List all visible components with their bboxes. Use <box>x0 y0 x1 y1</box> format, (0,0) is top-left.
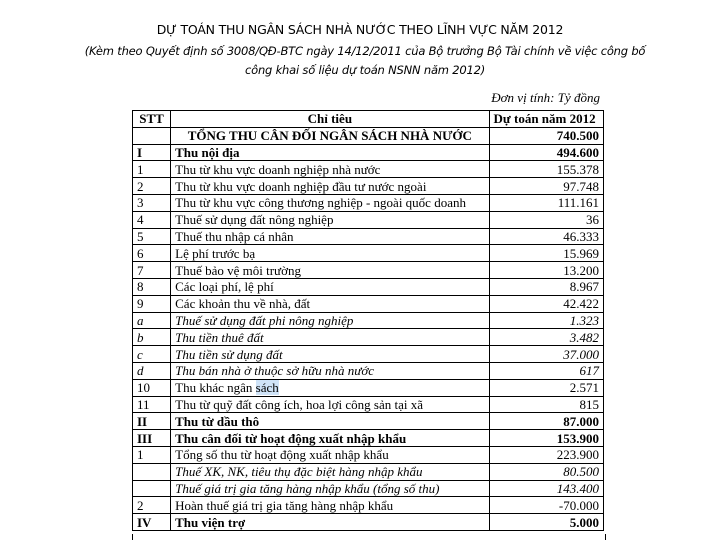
row-indicator: Thu khác ngân sách <box>171 379 489 396</box>
row-stt: 7 <box>133 262 171 279</box>
selected-text: sách <box>255 380 279 396</box>
table-row <box>133 463 604 480</box>
table-row <box>133 262 604 279</box>
row-indicator: Các khoản thu về nhà, đất <box>171 295 489 312</box>
table-cutoff-edge <box>132 534 606 540</box>
row-stt: a <box>133 312 171 329</box>
row-stt: 3 <box>133 194 171 211</box>
row-value: 46.333 <box>489 228 603 245</box>
subtitle-line-1: (Kèm theo Quyết định số 3008/QĐ-BTC ngày 14/12/2011 của Bộ trưởng Bộ Tài chính về việc công bố <box>84 44 646 58</box>
row-value: 815 <box>489 396 603 413</box>
table-row <box>133 430 604 447</box>
row-indicator: Thu viện trợ <box>171 514 489 531</box>
table-row <box>133 514 604 531</box>
row-value: 155.378 <box>489 161 603 178</box>
row-stt: I <box>133 144 171 161</box>
table-row <box>133 480 604 497</box>
unit-label: Đơn vị tính: Tỷ đồng <box>491 90 600 105</box>
row-stt: 8 <box>133 278 171 295</box>
row-stt: 9 <box>133 295 171 312</box>
row-value: 153.900 <box>489 430 603 447</box>
row-value: 37.000 <box>489 346 603 363</box>
row-indicator: Thu cân đối từ hoạt động xuất nhập khẩu <box>171 430 489 447</box>
table-row <box>133 497 604 514</box>
table-row <box>133 396 604 413</box>
header-stt: STT <box>133 111 171 128</box>
table-row <box>133 211 604 228</box>
row-stt: c <box>133 346 171 363</box>
row-indicator: Thu nội địa <box>171 144 489 161</box>
row-indicator: Hoàn thuế giá trị gia tăng hàng nhập khẩu <box>171 497 489 514</box>
row-value: 87.000 <box>489 413 603 430</box>
row-indicator: Các loại phí, lệ phí <box>171 278 489 295</box>
row-value: 42.422 <box>489 295 603 312</box>
row-value: 1.323 <box>489 312 603 329</box>
row-value: 36 <box>489 211 603 228</box>
row-indicator: Thu tiền thuê đất <box>171 329 489 346</box>
table-row <box>133 245 604 262</box>
row-indicator: Thuế bảo vệ môi trường <box>171 262 489 279</box>
table-row <box>133 346 604 363</box>
row-indicator: TỔNG THU CÂN ĐỐI NGÂN SÁCH NHÀ NƯỚC <box>171 127 489 144</box>
table-row <box>133 312 604 329</box>
row-value: 8.967 <box>489 278 603 295</box>
row-value: 13.200 <box>489 262 603 279</box>
row-indicator: Lệ phí trước bạ <box>171 245 489 262</box>
document-title: DỰ TOÁN THU NGÂN SÁCH NHÀ NƯỚC THEO LĨNH VỰC NĂM 2012 <box>156 22 564 37</box>
table-row <box>133 278 604 295</box>
row-value: 143.400 <box>489 480 603 497</box>
row-stt: 10 <box>133 379 171 396</box>
row-indicator: Thu từ dầu thô <box>171 413 489 430</box>
row-indicator: Thuế giá trị gia tăng hàng nhập khẩu (tổng số thu) <box>171 480 489 497</box>
row-stt: II <box>133 413 171 430</box>
table-row <box>133 329 604 346</box>
row-indicator: Thu từ khu vực doanh nghiệp đầu tư nước ngoài <box>171 178 489 195</box>
table-row <box>133 161 604 178</box>
row-indicator: Thu bán nhà ở thuộc sở hữu nhà nước <box>171 362 489 379</box>
row-indicator: Thu từ khu vực doanh nghiệp nhà nước <box>171 161 489 178</box>
table-row <box>133 194 604 211</box>
row-value: 15.969 <box>489 245 603 262</box>
row-stt: 2 <box>133 178 171 195</box>
row-stt: III <box>133 430 171 447</box>
row-stt: 6 <box>133 245 171 262</box>
row-indicator: Thu từ quỹ đất công ích, hoa lợi công sản tại xã <box>171 396 489 413</box>
row-value: 5.000 <box>489 514 603 531</box>
table-body <box>133 127 604 530</box>
header-indicator: Chỉ tiêu <box>171 111 489 128</box>
row-stt <box>133 463 171 480</box>
table-row <box>133 144 604 161</box>
table-row <box>133 379 604 396</box>
row-value: 80.500 <box>489 463 603 480</box>
row-value: 2.571 <box>489 379 603 396</box>
row-indicator: Thuế thu nhập cá nhân <box>171 228 489 245</box>
row-indicator: Thuế sử dụng đất phi nông nghiệp <box>171 312 489 329</box>
table-row <box>133 228 604 245</box>
table-row <box>133 362 604 379</box>
table-row <box>133 295 604 312</box>
row-stt: 2 <box>133 497 171 514</box>
row-value: 111.161 <box>489 194 603 211</box>
row-stt <box>133 480 171 497</box>
row-value: 97.748 <box>489 178 603 195</box>
table-row <box>133 413 604 430</box>
row-value: 223.900 <box>489 446 603 463</box>
subtitle-line-2: công khai số liệu dự toán NSNN năm 2012) <box>244 63 486 77</box>
row-indicator: Thu tiền sử dụng đất <box>171 346 489 363</box>
row-stt: d <box>133 362 171 379</box>
table-row <box>133 446 604 463</box>
row-value: 3.482 <box>489 329 603 346</box>
row-stt: 1 <box>133 161 171 178</box>
row-stt: 4 <box>133 211 171 228</box>
row-stt <box>133 127 171 144</box>
row-value: 494.600 <box>489 144 603 161</box>
row-stt: b <box>133 329 171 346</box>
row-stt: 1 <box>133 446 171 463</box>
row-indicator: Thuế XK, NK, tiêu thụ đặc biệt hàng nhập khẩu <box>171 463 489 480</box>
budget-table <box>132 110 604 531</box>
row-indicator: Thuế sử dụng đất nông nghiệp <box>171 211 489 228</box>
table-row <box>133 178 604 195</box>
table-header-row <box>133 111 604 128</box>
header-estimate: Dự toán năm 2012 <box>489 111 603 128</box>
row-indicator: Thu từ khu vực công thương nghiệp - ngoài quốc doanh <box>171 194 489 211</box>
row-indicator: Tổng số thu từ hoạt động xuất nhập khẩu <box>171 446 489 463</box>
row-value: -70.000 <box>489 497 603 514</box>
row-value: 740.500 <box>489 127 603 144</box>
row-value: 617 <box>489 362 603 379</box>
table-row <box>133 127 604 144</box>
row-stt: IV <box>133 514 171 531</box>
document-subtitle <box>60 42 670 80</box>
row-stt: 11 <box>133 396 171 413</box>
row-stt: 5 <box>133 228 171 245</box>
